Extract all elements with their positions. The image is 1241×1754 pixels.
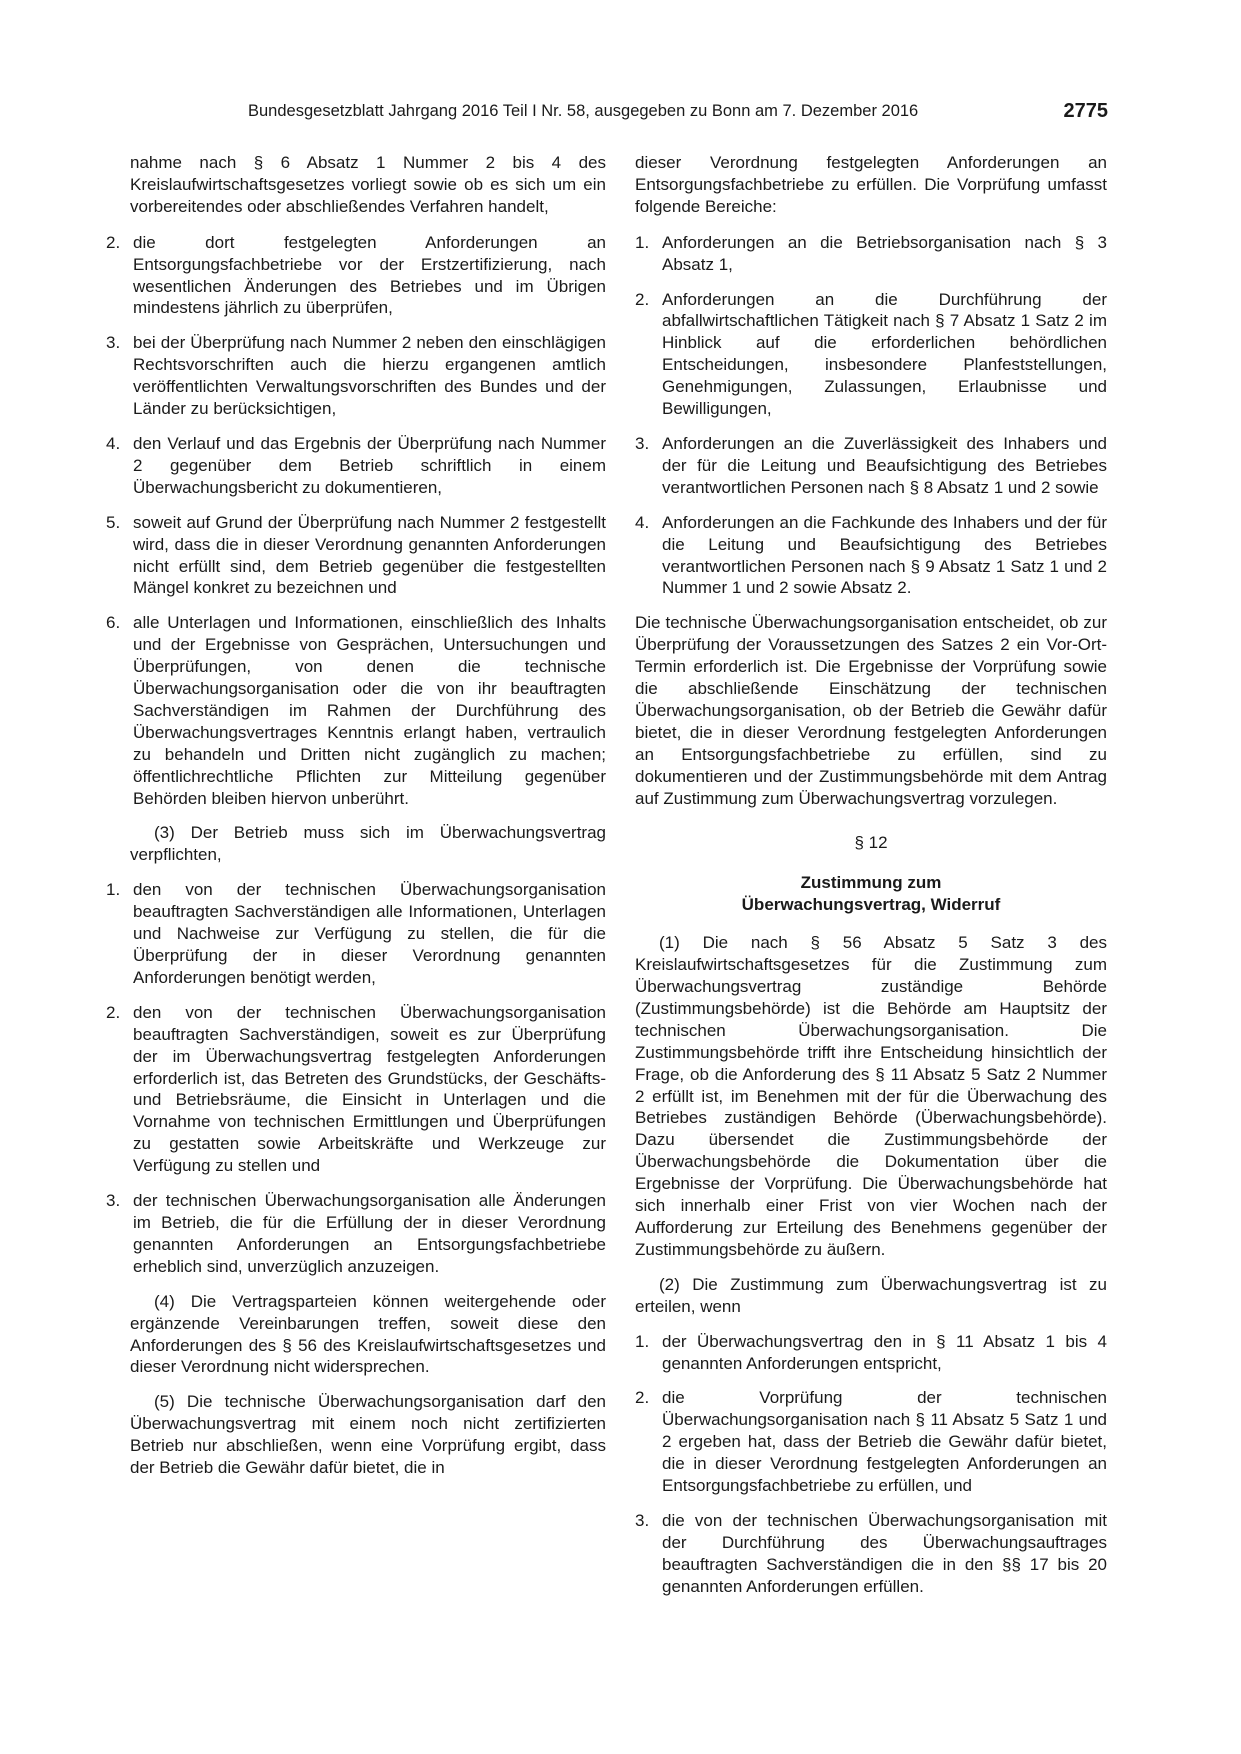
paragraph-5: (5) Die technische Überwachungsorganisation darf den Überwachungsvertrag mit einem noch nicht zertifizierten Betrieb nur abschließen, wenn eine Vorprüfung ergibt, dass der Betrieb die Gewähr dafür bietet, die in <box>130 1392 606 1478</box>
continued-text: nahme nach § 6 Absatz 1 Nummer 2 bis 4 des Kreislaufwirtschaftsgesetzes vorliegt sowie ob es sich um ein vorbereitendes oder abschließendes Verfahren handelt, <box>130 153 606 216</box>
section-title-line: Zustimmung zum <box>800 873 942 893</box>
header-title: Bundesgesetzblatt Jahrgang 2016 Teil I Nr. 58, ausgegeben zu Bonn am 7. Dezember 2016 <box>248 102 919 120</box>
item-text: den Verlauf und das Ergebnis der Überprüfung nach Nummer 2 gegenüber dem Betrieb schriftlich in einem Überwachungsbericht zu dokumentieren, <box>133 433 606 497</box>
item-number: 3. <box>635 433 650 453</box>
list-item <box>106 332 606 420</box>
list-obligations <box>106 232 606 810</box>
list-item <box>106 512 606 600</box>
list-item <box>106 1190 606 1278</box>
item-text: den von der technischen Überwachungsorganisation beauftragten Sachverständigen, soweit es zur Überprüfung der im Überwachungsvertrag festgelegten Anforderungen erforderlich ist, das Betreten des Grundstücks, der Geschäfts- und Betriebsräume, die Einsicht in Unterlagen und die Vornahme von technischen Ermittlungen und Überprüfungen zu gestatten sowie Arbeitskräfte und Werkzeuge zur Verfügung zu stellen und <box>133 1002 606 1176</box>
item-text: Anforderungen an die Fachkunde des Inhabers und der für die Leitung und Beaufsichtigung des Betriebes verantwortlichen Personen nach § 9 Absatz 1 Satz 1 und 2 Nummer 1 und 2 sowie Absatz 2. <box>662 512 1107 598</box>
item-number: 2. <box>635 1388 650 1408</box>
list-item <box>635 1387 1107 1497</box>
list-item <box>106 1002 606 1177</box>
paragraph-3: (3) Der Betrieb muss sich im Überwachungsvertrag verpflichten, <box>130 823 606 865</box>
item-number: 3. <box>106 1191 121 1211</box>
item-text: der technischen Überwachungsorganisation alle Änderungen im Betrieb, die für die Erfüllung der in dieser Verordnung genannten Anforderungen an Entsorgungsfachbetriebe erheblich sind, unverzüglich anzuzeigen. <box>133 1191 606 1276</box>
item-number: 2. <box>106 1002 121 1022</box>
section-title <box>635 872 1107 916</box>
item-number: 5. <box>106 512 121 532</box>
list-item <box>106 232 606 320</box>
paragraph-4: (4) Die Vertragsparteien können weitergehende oder ergänzende Vereinbarungen treffen, soweit diese den Anforderungen des § 56 des Kreislaufwirtschaftsgesetzes und dieser Verordnung nicht widersprechen. <box>130 1291 606 1377</box>
item-text: die Vorprüfung der technischen Überwachungsorganisation nach § 11 Absatz 5 Satz 1 und 2 ergeben hat, dass der Betrieb die Gewähr dafür bietet, die in dieser Verordnung festgelegten Anforderungen an Entsorgungsfachbetriebe zu erfüllen, und <box>662 1388 1107 1496</box>
list-item <box>635 1510 1107 1598</box>
list-approval-conditions <box>635 1331 1107 1598</box>
item-number: 6. <box>106 613 121 633</box>
item-text: der Überwachungsvertrag den in § 11 Absatz 1 bis 4 genannten Anforderungen entspricht, <box>662 1331 1107 1373</box>
item-number: 4. <box>635 512 650 532</box>
section-number: § 12 <box>854 833 888 853</box>
item-number: 3. <box>106 333 121 353</box>
item-number: 1. <box>635 232 650 252</box>
closing-paragraph: Die technische Überwachungsorganisation entscheidet, ob zur Überprüfung der Voraussetzungen des Satzes 2 ein Vor-Ort-Termin erforderlich ist. Die Ergebnisse der Vorprüfung sowie die abschließende Einschätzung der technischen Überwachungsorganisation, ob der Betrieb die Gewähr dafür bietet, die in dieser Verordnung festgelegten Anforderungen an Entsorgungsfachbetriebe zu erfüllen, sind zu dokumentieren und der Zustimmungsbehörde mit dem Antrag auf Zustimmung zum Überwachungsvertrag vorzulegen. <box>635 613 1107 808</box>
list-item <box>635 433 1107 499</box>
continued-text: dieser Verordnung festgelegten Anforderungen an Entsorgungsfachbetriebe zu erfüllen. Die Vorprüfung umfasst folgende Bereiche: <box>635 153 1107 216</box>
item-text: den von der technischen Überwachungsorganisation beauftragten Sachverständigen alle Informationen, Unterlagen und Nachweise zur Verfügung zu stellen, die für die Überprüfung der in dieser Verordnung genannten Anforderungen benötigt werden, <box>133 880 606 987</box>
item-number: 1. <box>635 1331 650 1351</box>
paragraph-2: (2) Die Zustimmung zum Überwachungsvertrag ist zu erteilen, wenn <box>635 1274 1107 1316</box>
item-text: Anforderungen an die Zuverlässigkeit des Inhabers und der für die Leitung und Beaufsichtigung des Betriebes verantwortlichen Personen nach § 8 Absatz 1 und 2 sowie <box>662 433 1107 497</box>
list-item <box>635 232 1107 276</box>
list-item <box>635 289 1107 420</box>
item-number: 2. <box>635 289 650 309</box>
list-item <box>106 433 606 499</box>
item-number: 2. <box>106 232 121 252</box>
item-text: die von der technischen Überwachungsorganisation mit der Durchführung des Überwachungsauftrages beauftragten Sachverständigen die in den §§ 17 bis 20 genannten Anforderungen erfüllen. <box>662 1510 1107 1596</box>
section-title-line: Überwachungsvertrag, Widerruf <box>741 895 1001 915</box>
item-text: alle Unterlagen und Informationen, einschließlich des Inhalts und der Ergebnisse von Gesprächen, Untersuchungen und Überprüfungen, von denen die technische Überwachungsorganisation oder die von ihr beauftragten Sachverständigen im Rahmen der Durchführung des Überwachungsvertrages Kenntnis erlangt haben, vertraulich zu behandeln und Dritten nicht zugänglich zu machen; öffentlichrechtliche Pflichten zur Mitteilung gegenüber Behörden bleiben hiervon unberührt. <box>133 613 606 808</box>
list-item <box>106 612 606 809</box>
list-item <box>635 512 1107 600</box>
list-item <box>106 879 606 989</box>
item-text: Anforderungen an die Betriebsorganisation nach § 3 Absatz 1, <box>662 232 1107 274</box>
page-number: 2775 <box>1063 100 1108 122</box>
item-number: 4. <box>106 433 121 453</box>
running-header <box>248 100 1108 126</box>
item-text: Anforderungen an die Durchführung der abfallwirtschaftlichen Tätigkeit nach § 7 Absatz 1 Satz 2 im Hinblick auf die erforderlichen behördlichen Entscheidungen, insbesondere Planfeststellungen, Genehmigungen, Zulassungen, Erlaubnisse und Bewilligungen, <box>662 289 1107 419</box>
list-operator-duties <box>106 879 606 1277</box>
item-text: bei der Überprüfung nach Nummer 2 neben den einschlägigen Rechtsvorschriften auch die hierzu ergangenen amtlich veröffentlichten Verwaltungsvorschriften des Bundes und der Länder zu berücksichtigen, <box>133 333 606 419</box>
item-number: 1. <box>106 880 121 900</box>
left-column <box>106 152 606 1492</box>
item-text: die dort festgelegten Anforderungen an Entsorgungsfachbetriebe vor der Erstzertifizierung, nach wesentlichen Änderungen des Betriebes und im Übrigen mindestens jährlich zu überprüfen, <box>133 232 606 318</box>
item-text: soweit auf Grund der Überprüfung nach Nummer 2 festgestellt wird, dass die in dieser Verordnung genannten Anforderungen nicht erfüllt sind, dem Betrieb gegenüber die festgestellten Mängel konkret zu bezeichnen und <box>133 512 606 598</box>
paragraph-1: (1) Die nach § 56 Absatz 5 Satz 3 des Kreislaufwirtschaftsgesetzes für die Zustimmung zum Überwachungsvertrag zuständige Behörde (Zustimmungsbehörde) ist die Behörde am Hauptsitz der technischen Überwachungsorganisation. Die Zustimmungsbehörde trifft ihre Entscheidung hinsichtlich der Frage, ob die Anforderung des § 11 Absatz 5 Satz 2 Nummer 2 erfüllt ist, im Benehmen mit der für die Überwachung des Betriebes zuständigen Behörde (Überwachungsbehörde). Dazu übersendet die Zustimmungsbehörde der Überwachungsbehörde die Dokumentation über die Ergebnisse der Vorprüfung. Die Überwachungsbehörde hat sich innerhalb einer Frist von vier Wochen nach der Aufforderung zur Erteilung des Benehmens gegenüber der Zustimmungsbehörde zu äußern. <box>635 933 1107 1259</box>
item-number: 3. <box>635 1510 650 1530</box>
right-column <box>635 152 1107 1611</box>
list-item <box>635 1331 1107 1375</box>
list-preliminary-check-areas <box>635 232 1107 600</box>
